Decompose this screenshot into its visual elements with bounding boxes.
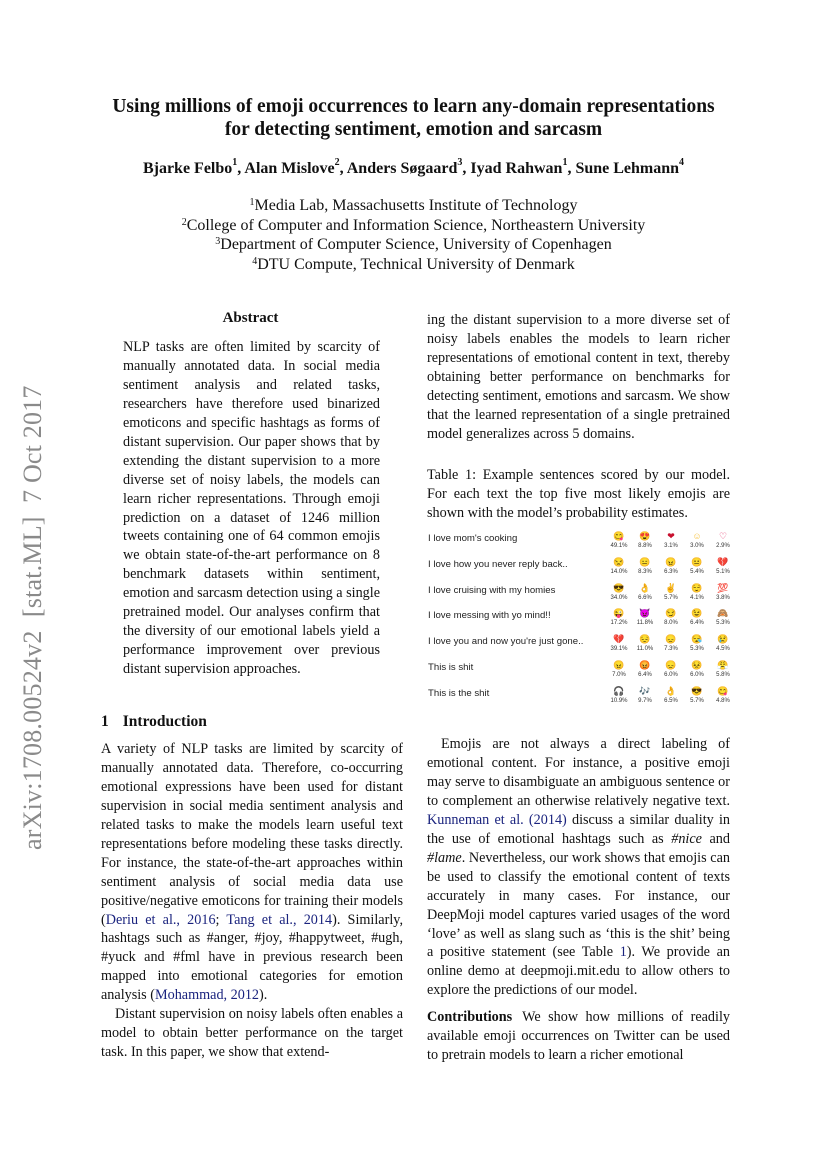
- see-no-evil-monkey-icon: 🙈: [717, 608, 729, 619]
- probability-value: 3.0%: [690, 543, 704, 549]
- title-line-2: for detecting sentiment, emotion and sarcasm: [224, 119, 603, 140]
- emoji-prediction: [632, 607, 658, 627]
- wink-face-icon: 😉: [691, 608, 703, 619]
- example-sentence: I love you and now you're just gone..: [428, 636, 584, 648]
- probability-value: 5.3%: [716, 620, 730, 627]
- intro-paragraph-1: A variety of NLP tasks are limited by scarcity of manually annotated data. Therefore, co-occurring emotional expressions have been used for distant supervision in social media sentiment analysis and related tasks to make the models learn useful text representations before modeling these tasks directly. For instance, the state-of-the-art approaches within sentiment analysis of social media data use positive/negative emoticons for training their models (Deriu et al., 2016; Tang et al., 2014). Similarly, hashtags such as #anger, #joy, #happytweet, #ugh, #yuck and #fml have in previous research been mapped into emotional categories for emotion analysis (Mohammad, 2012).: [101, 740, 403, 1004]
- angry-face-icon: 😠: [613, 659, 625, 670]
- emoji-prediction: [710, 582, 736, 602]
- ok-hand-icon: 👌: [665, 685, 677, 696]
- probability-value: 2.9%: [716, 543, 730, 549]
- probability-value: 7.0%: [612, 671, 626, 678]
- table-row: [427, 607, 737, 633]
- emoji-prediction: [710, 556, 736, 576]
- emoji-prediction: [710, 659, 736, 679]
- example-sentence: I love messing with yo mind!!: [428, 610, 551, 622]
- probability-value: 5.7%: [690, 697, 704, 704]
- probability-value: 39.1%: [610, 646, 628, 653]
- probability-value: 5.3%: [690, 646, 704, 653]
- emoji-prediction: [606, 556, 632, 576]
- example-sentence: I love mom's cooking: [428, 533, 518, 544]
- emoji-prediction: [658, 685, 684, 705]
- emoji-prediction: [684, 607, 710, 627]
- probability-value: 11.8%: [636, 620, 654, 627]
- emoji-prediction: [606, 607, 632, 627]
- emoji-prediction: [606, 659, 632, 679]
- emoji-prediction: [606, 530, 632, 550]
- affiliation: $^3$Department of Computer Science, University of Copenhagen: [215, 236, 612, 253]
- broken-heart-icon: 💔: [717, 556, 729, 567]
- probability-value: 6.5%: [664, 697, 678, 704]
- disappointed-face-icon: 😞: [665, 634, 677, 645]
- table-row: [427, 556, 737, 582]
- author-affil-sup: 4: [679, 157, 685, 168]
- probability-value: 4.1%: [690, 594, 704, 601]
- white-heart-icon: ♡: [718, 531, 728, 541]
- contributions-paragraph: Contributions We show how millions of readily available emoji occurrences on Twitter can be used to pretrain models to learn a richer emotional: [427, 1009, 730, 1064]
- emoji-prediction: [606, 685, 632, 705]
- probability-value: 6.0%: [690, 671, 704, 678]
- example-sentence: I love how you never reply back..: [428, 558, 568, 570]
- affiliation: $^2$College of Computer and Information Science, Northeastern University: [181, 216, 646, 234]
- relieved-face-icon: 😌: [691, 582, 703, 593]
- probability-value: 49.1%: [610, 543, 628, 549]
- author-affil-sup: 2: [334, 157, 340, 168]
- affiliations: [60, 196, 767, 274]
- abstract-heading: Abstract: [222, 310, 279, 326]
- neutral-face-icon: 😐: [691, 556, 703, 567]
- smirk-face-icon: 😏: [665, 608, 677, 619]
- table-1: [427, 530, 737, 711]
- table-row: [427, 685, 737, 711]
- probability-value: 6.3%: [664, 568, 678, 575]
- crying-face-icon: 😢: [717, 634, 729, 645]
- emoji-prediction: [658, 556, 684, 576]
- emoji-prediction: [710, 633, 736, 653]
- probability-value: 5.7%: [664, 594, 678, 601]
- affiliation: $^1$Media Lab, Massachusetts Institute of Technology: [249, 197, 578, 214]
- example-sentence: This is the shit: [428, 687, 490, 699]
- author: Alan Mislove: [244, 160, 335, 177]
- emoji-prediction: [684, 556, 710, 576]
- affiliation: $^4$DTU Compute, Technical University of Denmark: [252, 255, 575, 273]
- arxiv-stamp: arXiv:1708.00524v2 [stat.ML] 7 Oct 2017: [18, 385, 47, 850]
- disappointed-face-icon: 😞: [665, 659, 677, 670]
- musical-notes-icon: 🎶: [639, 685, 651, 696]
- probability-value: 11.0%: [636, 646, 654, 653]
- example-sentence: I love cruising with my homies: [428, 584, 556, 596]
- intro-paragraph-2-continued: ing the distant supervision to a more diverse set of noisy labels enables the models to learn richer representations of emotional content in text, thereby obtaining better performance on benchmarks for detecting sentiment, emotions and sarcasm. We show that the learned representation of a single pretrained model generalizes across 5 domains.: [427, 312, 730, 442]
- probability-value: 3.1%: [664, 543, 678, 549]
- probability-value: 5.1%: [716, 568, 730, 575]
- table-row: [427, 530, 737, 556]
- red-heart-icon: ❤: [667, 531, 675, 541]
- pouting-face-icon: 😡: [639, 659, 651, 670]
- probability-value: 4.5%: [716, 646, 730, 653]
- author-affil-sup: 1: [562, 157, 568, 168]
- persevering-face-icon: 😣: [691, 659, 703, 670]
- emoji-prediction: [684, 633, 710, 653]
- probability-value: 3.8%: [716, 594, 730, 601]
- section-heading-introduction: 1 Introduction: [101, 713, 207, 730]
- emoji-prediction: [684, 685, 710, 705]
- probability-value: 8.3%: [638, 568, 652, 575]
- probability-value: 7.3%: [664, 646, 678, 653]
- intro-paragraph-3: Emojis are not always a direct labeling of emotional content. For instance, a positive emoji may serve to disambiguate an ambiguous sentence or to complement an otherwise relatively negative text. Kunneman et al. (2014) discuss a similar duality in the use of emotional hashtags such as #nice and #lame. Nevertheless, our work shows that emojis can be used to classify the emotional content of texts accurately in many cases. For instance, our DeepMoji model captures varied usages of the word ‘love’ as well as slang such as ‘this is the shit’ being a positive statement (see Table 1). We provide an online demo at deepmoji.mit.edu to allow others to explore the predictions of our model. Contributions We show how millions of readily available emoji occurrences on Twitter can be used to pretrain models to learn a richer emotional: [427, 736, 730, 1064]
- emoji-prediction: [658, 530, 684, 550]
- broken-heart-icon: 💔: [613, 634, 625, 645]
- heart-eyes-icon: 😍: [639, 531, 651, 541]
- probability-value: 6.0%: [664, 671, 678, 678]
- probability-value: 8.0%: [664, 620, 678, 627]
- table-1-caption: Table 1: Example sentences scored by our model. For each text the top five most likely emojis are shown with the model’s probability estimates.: [427, 467, 730, 521]
- pensive-face-icon: 😔: [639, 634, 651, 645]
- probability-value: 4.8%: [716, 697, 730, 704]
- contributions-heading: Contributions: [427, 1009, 513, 1026]
- probability-value: 17.2%: [610, 620, 628, 627]
- citation-kunneman-2014[interactable]: Kunneman et al. (2014): [427, 811, 567, 828]
- emoji-prediction: [606, 582, 632, 602]
- hundred-points-icon: 💯: [717, 582, 729, 593]
- probability-value: 9.7%: [638, 697, 652, 704]
- emoji-prediction: [684, 659, 710, 679]
- author-affil-sup: 3: [457, 157, 463, 168]
- emoji-prediction: [710, 685, 736, 705]
- emoji-prediction: [632, 582, 658, 602]
- author: Anders Søgaard: [346, 160, 458, 177]
- emoji-prediction: [658, 582, 684, 602]
- citation-deriu-2016[interactable]: Deriu et al., 2016: [105, 911, 216, 928]
- intro-paragraph-2: Distant supervision on noisy labels often enables a model to obtain better performance on the target task. In this paper, we show that extend-: [101, 1006, 403, 1061]
- emoji-prediction: [632, 633, 658, 653]
- emoji-prediction: [658, 633, 684, 653]
- emoji-prediction: [658, 659, 684, 679]
- probability-value: 5.8%: [716, 671, 730, 678]
- author-list: Bjarke Felbo$^1$, Alan Mislove$^2$, Anders Søgaard$^3$, Iyad Rahwan$^1$, Sune Lehmann$^4$: [142, 157, 685, 177]
- sunglasses-face-icon: 😎: [691, 685, 703, 696]
- probability-value: 6.4%: [638, 671, 652, 678]
- yum-face-icon: 😋: [717, 685, 729, 696]
- ok-hand-icon: 👌: [639, 582, 651, 593]
- abstract-text: NLP tasks are often limited by scarcity of manually annotated data. In social media sentiment analysis and related tasks, researchers have therefore used binarized emoticons and specific hashtags as forms of distant supervision. Our paper shows that by extending the distant supervision to a more diverse set of noisy labels, the models can learn richer representations. Through emoji prediction on a dataset of 1246 million tweets containing one of 64 common emojis we obtain state-of-the-art performance on 8 benchmark datasets within sentiment, emotion and sarcasm detection using a single pretrained model. Our analyses confirm that the diversity of our emotional labels yield a performance improvement over previous distant supervision approaches.: [123, 338, 380, 678]
- emoji-prediction: [632, 685, 658, 705]
- author: Iyad Rahwan: [470, 160, 563, 177]
- table-row: [427, 582, 737, 608]
- steam-nose-face-icon: 😤: [717, 659, 729, 670]
- abstract-section: [123, 309, 380, 679]
- emoji-prediction: [632, 556, 658, 576]
- headphones-icon: 🎧: [613, 685, 625, 696]
- emoji-prediction: [658, 607, 684, 627]
- yum-face-icon: 😋: [613, 531, 625, 541]
- table-1-reference-link[interactable]: 1: [619, 944, 627, 961]
- citation-mohammad-2012[interactable]: Mohammad, 2012: [154, 987, 260, 1004]
- probability-value: 34.0%: [610, 594, 628, 601]
- probability-value: 6.4%: [690, 620, 704, 627]
- expressionless-face-icon: 😑: [639, 556, 651, 567]
- emoji-prediction: [632, 659, 658, 679]
- emoji-prediction: [632, 530, 658, 550]
- table-row: [427, 633, 737, 659]
- author: Sune Lehmann: [575, 160, 680, 177]
- blush-face-icon: ☺: [692, 531, 702, 541]
- emoji-prediction: [684, 582, 710, 602]
- probability-value: 6.6%: [638, 594, 652, 601]
- paper-title: [60, 95, 767, 141]
- winking-tongue-face-icon: 😜: [613, 608, 625, 619]
- smiling-devil-icon: 😈: [639, 608, 651, 619]
- author-affil-sup: 1: [232, 157, 238, 168]
- author: Bjarke Felbo: [142, 160, 233, 177]
- example-sentence: This is shit: [428, 661, 474, 673]
- victory-hand-icon: ✌: [665, 582, 677, 593]
- emoji-prediction: [710, 607, 736, 627]
- sleepy-face-icon: 😪: [691, 634, 703, 645]
- probability-value: 8.8%: [638, 543, 652, 549]
- intro-section: [101, 713, 403, 1062]
- probability-value: 5.4%: [690, 568, 704, 575]
- emoji-prediction: [684, 530, 710, 550]
- citation-tang-2014[interactable]: Tang et al., 2014: [226, 911, 333, 928]
- table-row: [427, 659, 737, 685]
- emoji-prediction: [606, 633, 632, 653]
- probability-value: 14.0%: [610, 568, 628, 575]
- angry-face-icon: 😠: [665, 556, 677, 567]
- sunglasses-face-icon: 😎: [613, 582, 625, 593]
- emoji-prediction: [710, 530, 736, 550]
- unamused-face-icon: 😒: [613, 556, 625, 567]
- probability-value: 10.9%: [610, 697, 628, 704]
- title-line-1: Using millions of emoji occurrences to learn any-domain representations: [112, 96, 715, 117]
